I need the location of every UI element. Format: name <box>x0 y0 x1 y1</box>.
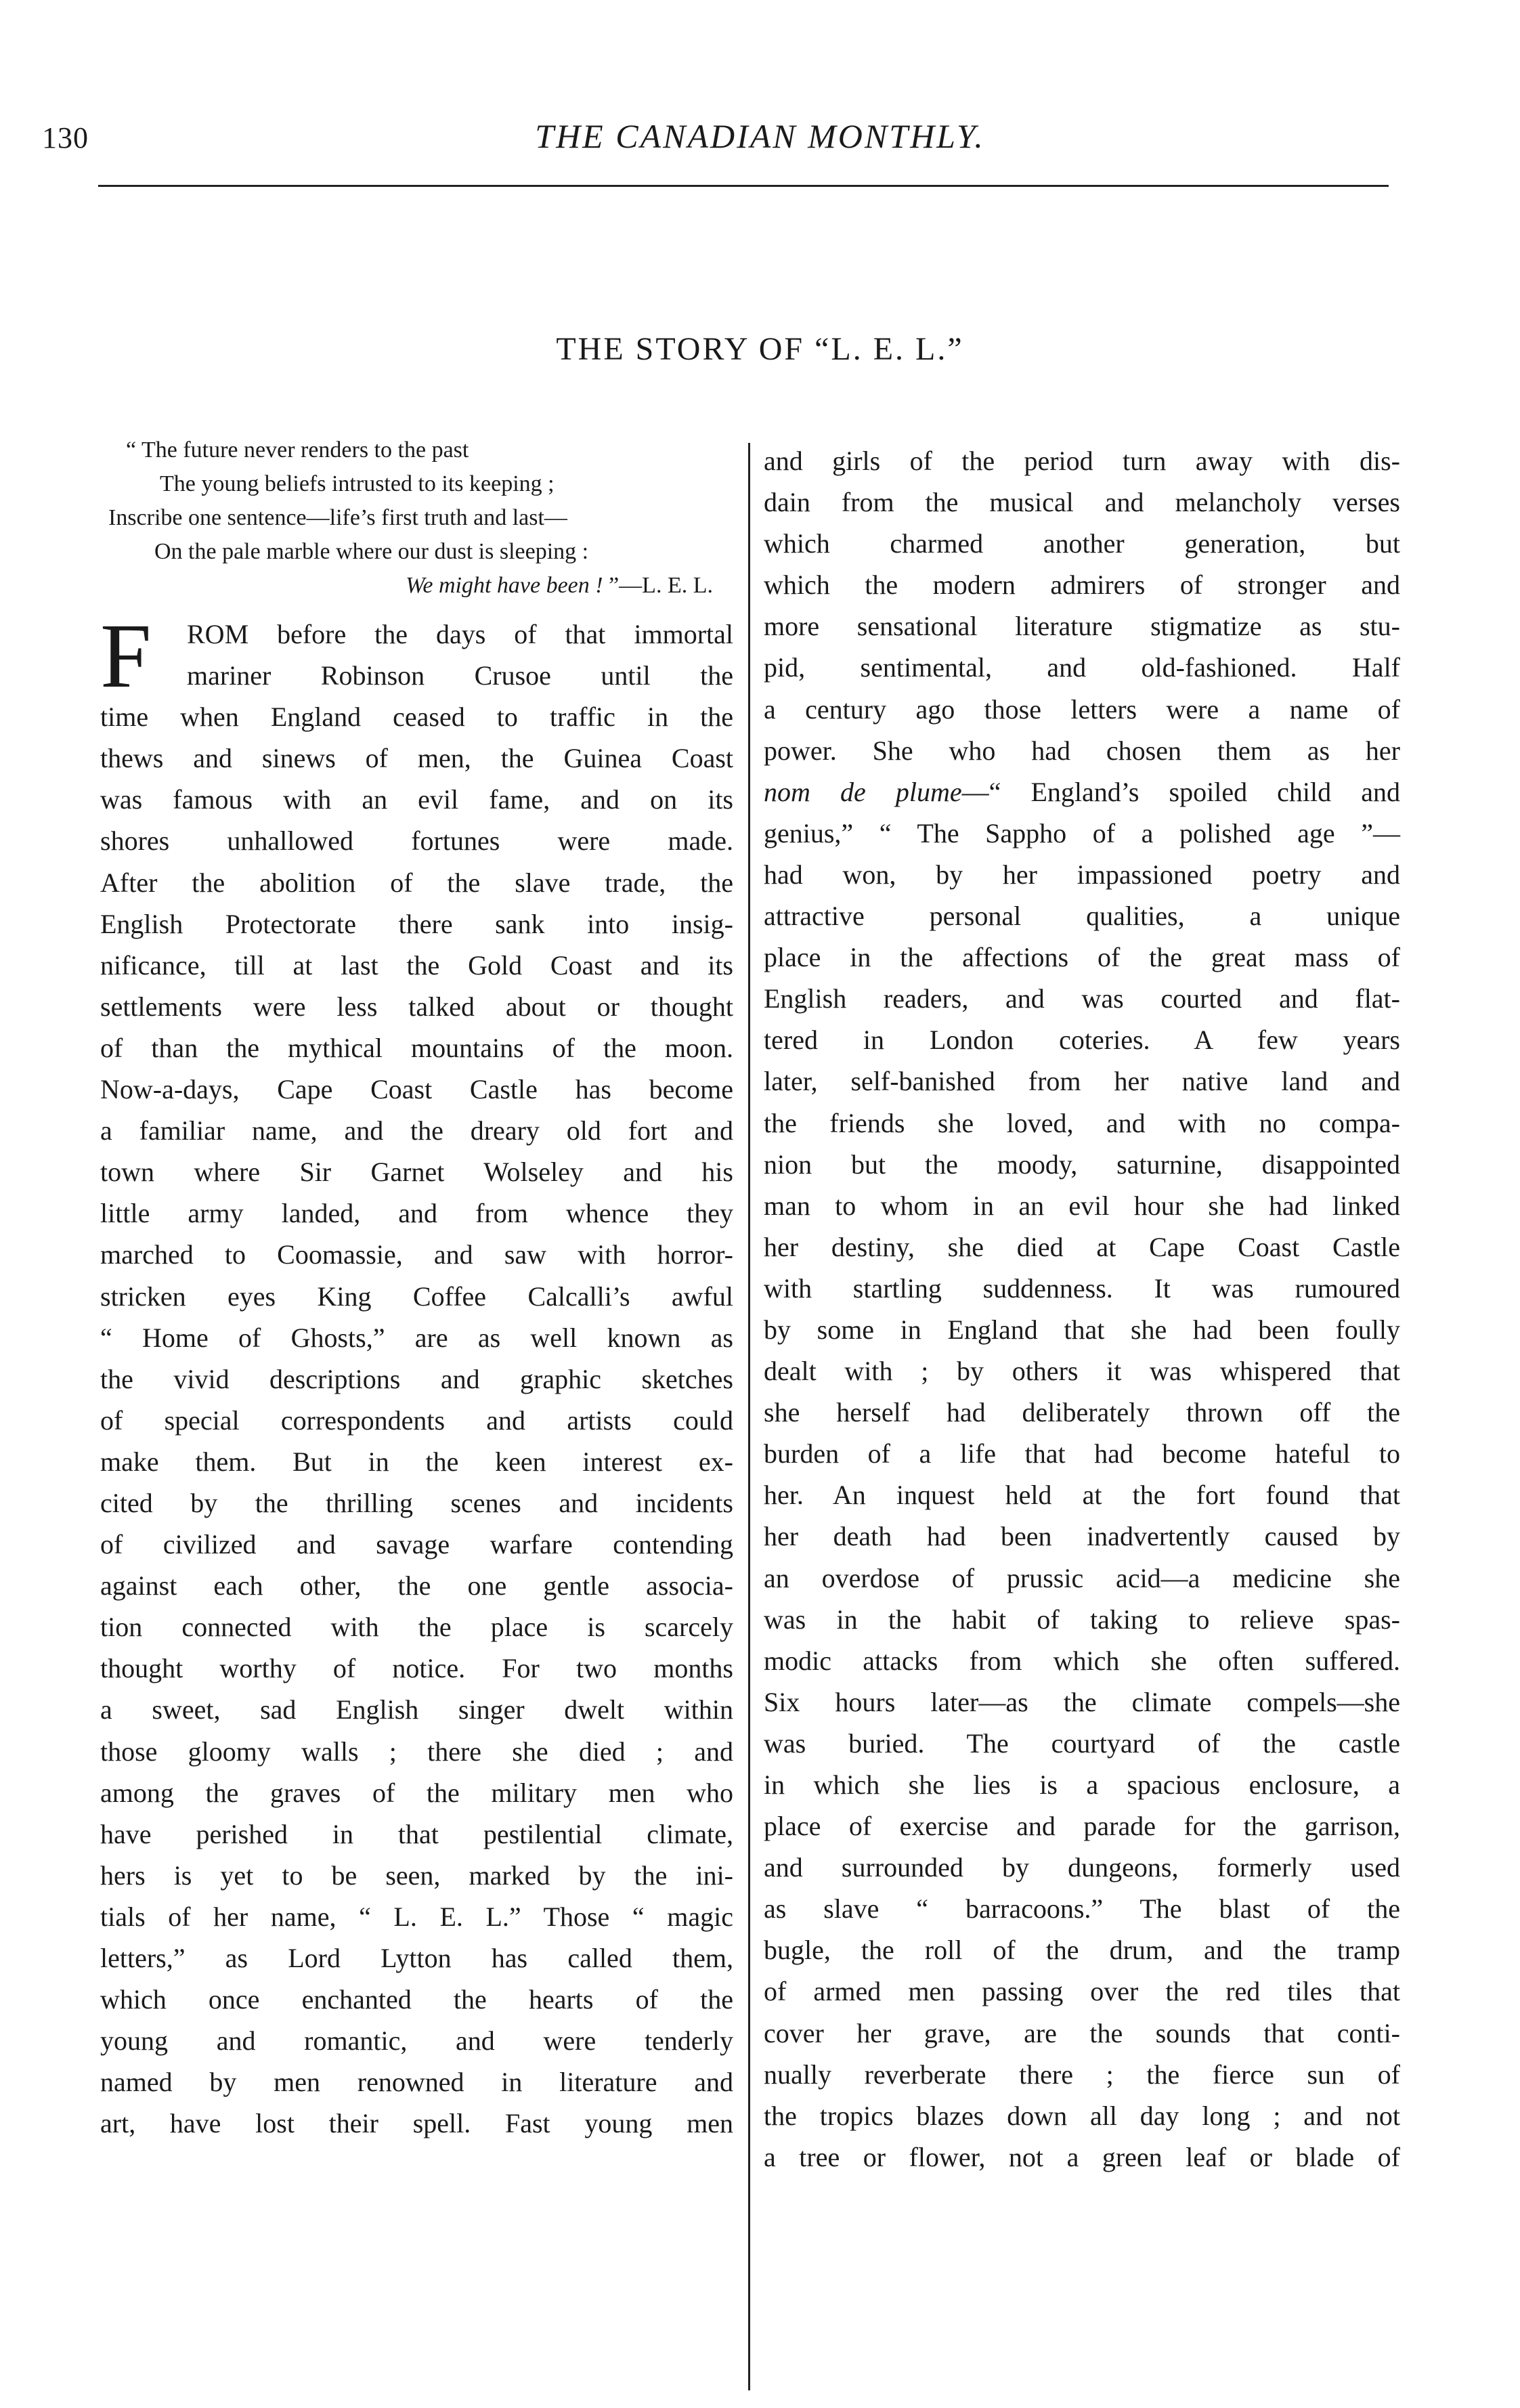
page-number: 130 <box>42 121 89 154</box>
body-line: with startling suddenness. It was rumoured <box>764 1272 1400 1304</box>
body-line: of armed men passing over the red tiles that <box>764 1976 1400 2007</box>
body-line: nually reverberate there ; the fierce sun of <box>764 2059 1400 2090</box>
epigraph-attribution <box>100 569 733 603</box>
body-line: of civilized and savage warfare contending <box>100 1529 733 1560</box>
body-line: tion connected with the place is scarcely <box>100 1612 733 1643</box>
body-line: power. She who had chosen them as her <box>764 735 1400 766</box>
body-line: against each other, the one gentle associa- <box>100 1570 733 1601</box>
body-line: place in the affections of the great mass of <box>764 942 1400 973</box>
column-divider <box>748 443 750 2390</box>
body-line: by some in England that she had been foully <box>764 1314 1400 1345</box>
body-line: shores unhallowed fortunes were made. <box>100 825 733 857</box>
left-body-text <box>100 605 733 2144</box>
body-line: thought worthy of notice. For two months <box>100 1653 733 1684</box>
body-line: genius,” “ The Sappho of a polished age ”— <box>764 817 1400 848</box>
body-line: later, self-banished from her native land and <box>764 1066 1400 1097</box>
body-line: a familiar name, and the dreary old fort and <box>100 1115 733 1146</box>
body-line: of than the mythical mountains of the moon. <box>100 1032 733 1063</box>
body-line: more sensational literature stigmatize as stu- <box>764 611 1400 642</box>
body-line: letters,” as Lord Lytton has called them, <box>100 1943 733 1973</box>
body-line: as slave “ barracoons.” The blast of the <box>764 1893 1400 1925</box>
body-line: English Protectorate there sank into insig- <box>100 908 733 939</box>
body-line: hers is yet to be seen, marked by the ini- <box>100 1859 733 1891</box>
body-line: stricken eyes King Coffee Calcalli’s awful <box>100 1281 733 1312</box>
body-line: a sweet, sad English singer dwelt within <box>100 1694 733 1725</box>
body-line: burden of a life that had become hateful to <box>764 1438 1400 1469</box>
body-line: modic attacks from which she often suffered. <box>764 1645 1400 1676</box>
body-line: she herself had deliberately thrown off the <box>764 1397 1400 1428</box>
body-line: her destiny, she died at Cape Coast Castle <box>764 1231 1400 1262</box>
body-line: Six hours later—as the climate compels—she <box>764 1686 1400 1717</box>
body-line: and girls of the period turn away with dis- <box>764 446 1400 476</box>
body-line: man to whom in an evil hour she had linked <box>764 1190 1400 1221</box>
body-line: place of exercise and parade for the garrison, <box>764 1811 1400 1842</box>
body-line: marched to Coomassie, and saw with horror- <box>100 1239 733 1270</box>
body-line: pid, sentimental, and old-fashioned. Half <box>764 652 1400 683</box>
body-line: her death had been inadvertently caused by <box>764 1521 1400 1552</box>
body-line: thews and sinews of men, the Guinea Coast <box>100 743 733 774</box>
epigraph <box>100 433 733 603</box>
body-line: After the abolition of the slave trade, the <box>100 867 733 898</box>
body-line: and surrounded by dungeons, formerly used <box>764 1852 1400 1883</box>
body-line: attractive personal qualities, a unique <box>764 901 1400 932</box>
epigraph-line: On the pale marble where our dust is sleeping : <box>154 539 589 564</box>
body-line: had won, by her impassioned poetry and <box>764 859 1400 890</box>
body-line: town where Sir Garnet Wolseley and his <box>100 1157 733 1188</box>
body-line: cover her grave, are the sounds that conti- <box>764 2017 1400 2048</box>
body-line: cited by the thrilling scenes and incidents <box>100 1487 733 1518</box>
body-line: was famous with an evil fame, and on its <box>100 784 733 815</box>
body-line: tered in London coteries. A few years <box>764 1025 1400 1056</box>
body-line: an overdose of prussic acid—a medicine she <box>764 1562 1400 1593</box>
body-line: nificance, till at last the Gold Coast and its <box>100 949 733 981</box>
body-line: the tropics blazes down all day long ; and not <box>764 2100 1400 2131</box>
epigraph-signature: ”—L. E. L. <box>603 573 713 598</box>
body-line: was in the habit of taking to relieve spas- <box>764 1604 1400 1635</box>
right-body-text-continued <box>764 813 1400 2178</box>
epigraph-line: Inscribe one sentence—life’s first truth and last— <box>108 505 567 530</box>
body-line: a tree or flower, not a green leaf or blade of <box>764 2141 1400 2172</box>
body-line: bugle, the roll of the drum, and the tramp <box>764 1935 1400 1966</box>
body-line: among the graves of the military men who <box>100 1777 733 1808</box>
body-line: little army landed, and from whence they <box>100 1198 733 1229</box>
body-line: which charmed another generation, but <box>764 528 1400 559</box>
body-line <box>764 771 1400 813</box>
body-line: nion but the moody, saturnine, disappointed <box>764 1148 1400 1180</box>
body-line: a century ago those letters were a name of <box>764 693 1400 725</box>
left-column <box>100 433 733 2144</box>
body-line: the vivid descriptions and graphic sketches <box>100 1363 733 1394</box>
epigraph-line: “ The future never renders to the past <box>126 437 469 463</box>
body-line: which the modern admirers of stronger and <box>764 569 1400 601</box>
body-line: in which she lies is a spacious enclosure, a <box>764 1769 1400 1800</box>
italic-phrase: nom de plume <box>764 776 962 807</box>
drop-cap: F <box>100 605 152 707</box>
body-line: of special correspondents and artists could <box>100 1404 733 1436</box>
right-column <box>764 440 1400 2178</box>
article-title: THE STORY OF “L. E. L.” <box>556 331 964 367</box>
epigraph-italic: We might have been ! <box>406 573 603 598</box>
body-line: Now-a-days, Cape Coast Castle has become <box>100 1074 733 1105</box>
body-line: dain from the musical and melancholy verses <box>764 487 1400 518</box>
body-line-rest: —“ England’s spoiled child and <box>961 776 1400 807</box>
body-line: named by men renowned in literature and <box>100 2067 733 2098</box>
epigraph-line: The young beliefs intrusted to its keeping ; <box>160 471 555 496</box>
body-line: which once enchanted the hearts of the <box>100 1984 733 2015</box>
body-line: time when England ceased to traffic in the <box>100 702 733 733</box>
body-line: have perished in that pestilential climate, <box>100 1818 733 1849</box>
body-line: art, have lost their spell. Fast young men <box>100 2108 733 2139</box>
right-body-text <box>764 440 1400 771</box>
running-title: THE CANADIAN MONTHLY. <box>535 117 985 155</box>
header-rule <box>98 185 1389 187</box>
body-line: young and romantic, and were tenderly <box>100 2025 733 2057</box>
body-line: her. An inquest held at the fort found that <box>764 1480 1400 1511</box>
body-line: make them. But in the keen interest ex- <box>100 1446 733 1477</box>
body-line: the friends she loved, and with no compa- <box>764 1107 1400 1138</box>
body-line: ROM before the days of that immortal <box>187 619 733 649</box>
body-line: mariner Robinson Crusoe until the <box>187 660 733 691</box>
body-line: settlements were less talked about or thought <box>100 991 733 1022</box>
body-line: those gloomy walls ; there she died ; and <box>100 1736 733 1767</box>
body-line: was buried. The courtyard of the castle <box>764 1727 1400 1759</box>
body-line: “ Home of Ghosts,” are as well known as <box>100 1322 733 1353</box>
body-line: tials of her name, “ L. E. L.” Those “ magic <box>100 1901 733 1932</box>
body-line: dealt with ; by others it was whispered that <box>764 1356 1400 1387</box>
body-line: English readers, and was courted and flat- <box>764 983 1400 1014</box>
